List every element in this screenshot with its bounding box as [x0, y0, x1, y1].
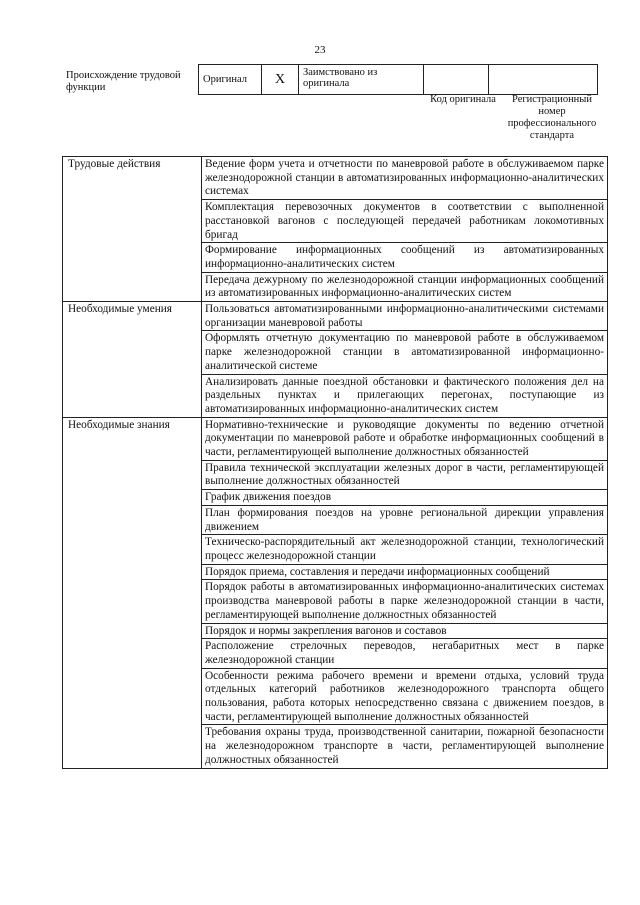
section-title: Трудовые действия: [63, 157, 202, 302]
code-label: Код оригинала: [430, 94, 496, 105]
section-item: Порядок работы в автоматизированных информационно-аналитических системах производства маневровой работы в парке железнодорожной станции в части, регламентирующей выполнение должностных обязанностей: [202, 580, 608, 623]
section-item: Особенности режима рабочего времени и времени отдыха, условий труда отдельных категорий работников железнодорожного транспорта общего пользования, работа которых непосредственно связана с движением поездов, в части, регламентирующей выполнение должностных обязанностей: [202, 668, 608, 725]
section-item: Порядок и нормы закрепления вагонов и составов: [202, 623, 608, 639]
code-cell: [424, 65, 489, 95]
section-item: Расположение стрелочных переводов, негабаритных мест в парке железнодорожной станции: [202, 639, 608, 668]
section-title: Необходимые знания: [63, 417, 202, 768]
section-item: Комплектация перевозочных документов в соответствии с выполненной расстановкой вагонов с последующей передачей работникам локомотивных бригад: [202, 200, 608, 243]
section-item: Техническо-распорядительный акт железнодорожной станции, технологический процесс железнодорожной станции: [202, 535, 608, 564]
section-item: График движения поездов: [202, 490, 608, 506]
section-item: Нормативно-технические и руководящие документы по ведению отчетной документации по маневровой работе и обработке информационных сообщений в части, регламентирующей выполнение должностных обязанностей: [202, 417, 608, 460]
section-item: Оформлять отчетную документацию по маневровой работе в обслуживаемом парке железнодорожной станции в автоматизированной информационно-аналитической системе: [202, 331, 608, 374]
origin-table: [198, 64, 598, 95]
section-item: Формирование информационных сообщений из автоматизированных информационно-аналитических систем: [202, 243, 608, 272]
borrowed-cell: Заимствовано из оригинала: [299, 65, 424, 95]
reg-number-cell: [489, 65, 598, 95]
reg-number-label: Регистрационный номер профессионального стандарта: [507, 94, 597, 141]
section-item: Передача дежурному по железнодорожной станции информационных сообщений из автоматизированных информационно-аналитических систем: [202, 272, 608, 301]
section-item: Правила технической эксплуатации железных дорог в части, регламентирующей выполнение должностных обязанностей: [202, 460, 608, 489]
section-title: Необходимые умения: [63, 302, 202, 418]
section-item: Пользоваться автоматизированными информационно-аналитическими системами организации маневровой работы: [202, 302, 608, 331]
original-cell: Оригинал: [199, 65, 262, 95]
origin-label: Происхождение трудовой функции: [66, 70, 181, 93]
table-row: [63, 157, 608, 200]
section-item: Ведение форм учета и отчетности по маневровой работе в обслуживаемом парке железнодорожной станции в автоматизированных информационно-аналитических системах: [202, 157, 608, 200]
table-row: [63, 417, 608, 460]
page-number: 23: [314, 44, 326, 56]
original-mark: X: [262, 65, 299, 95]
section-item: Порядок приема, составления и передачи информационных сообщений: [202, 564, 608, 580]
table-row: [63, 302, 608, 331]
section-item: Требования охраны труда, производственной санитарии, пожарной безопасности на железнодорожном транспорте в части, регламентирующей выполнение должностных обязанностей: [202, 725, 608, 768]
function-table: [62, 156, 608, 769]
function-table-body: [63, 157, 608, 769]
section-item: Анализировать данные поездной обстановки и фактического положения дел на раздельных пунктах и прилегающих перегонах, поступающие из автоматизированных информационно-аналитических систем: [202, 374, 608, 417]
section-item: План формирования поездов на уровне региональной дирекции управления движением: [202, 505, 608, 534]
